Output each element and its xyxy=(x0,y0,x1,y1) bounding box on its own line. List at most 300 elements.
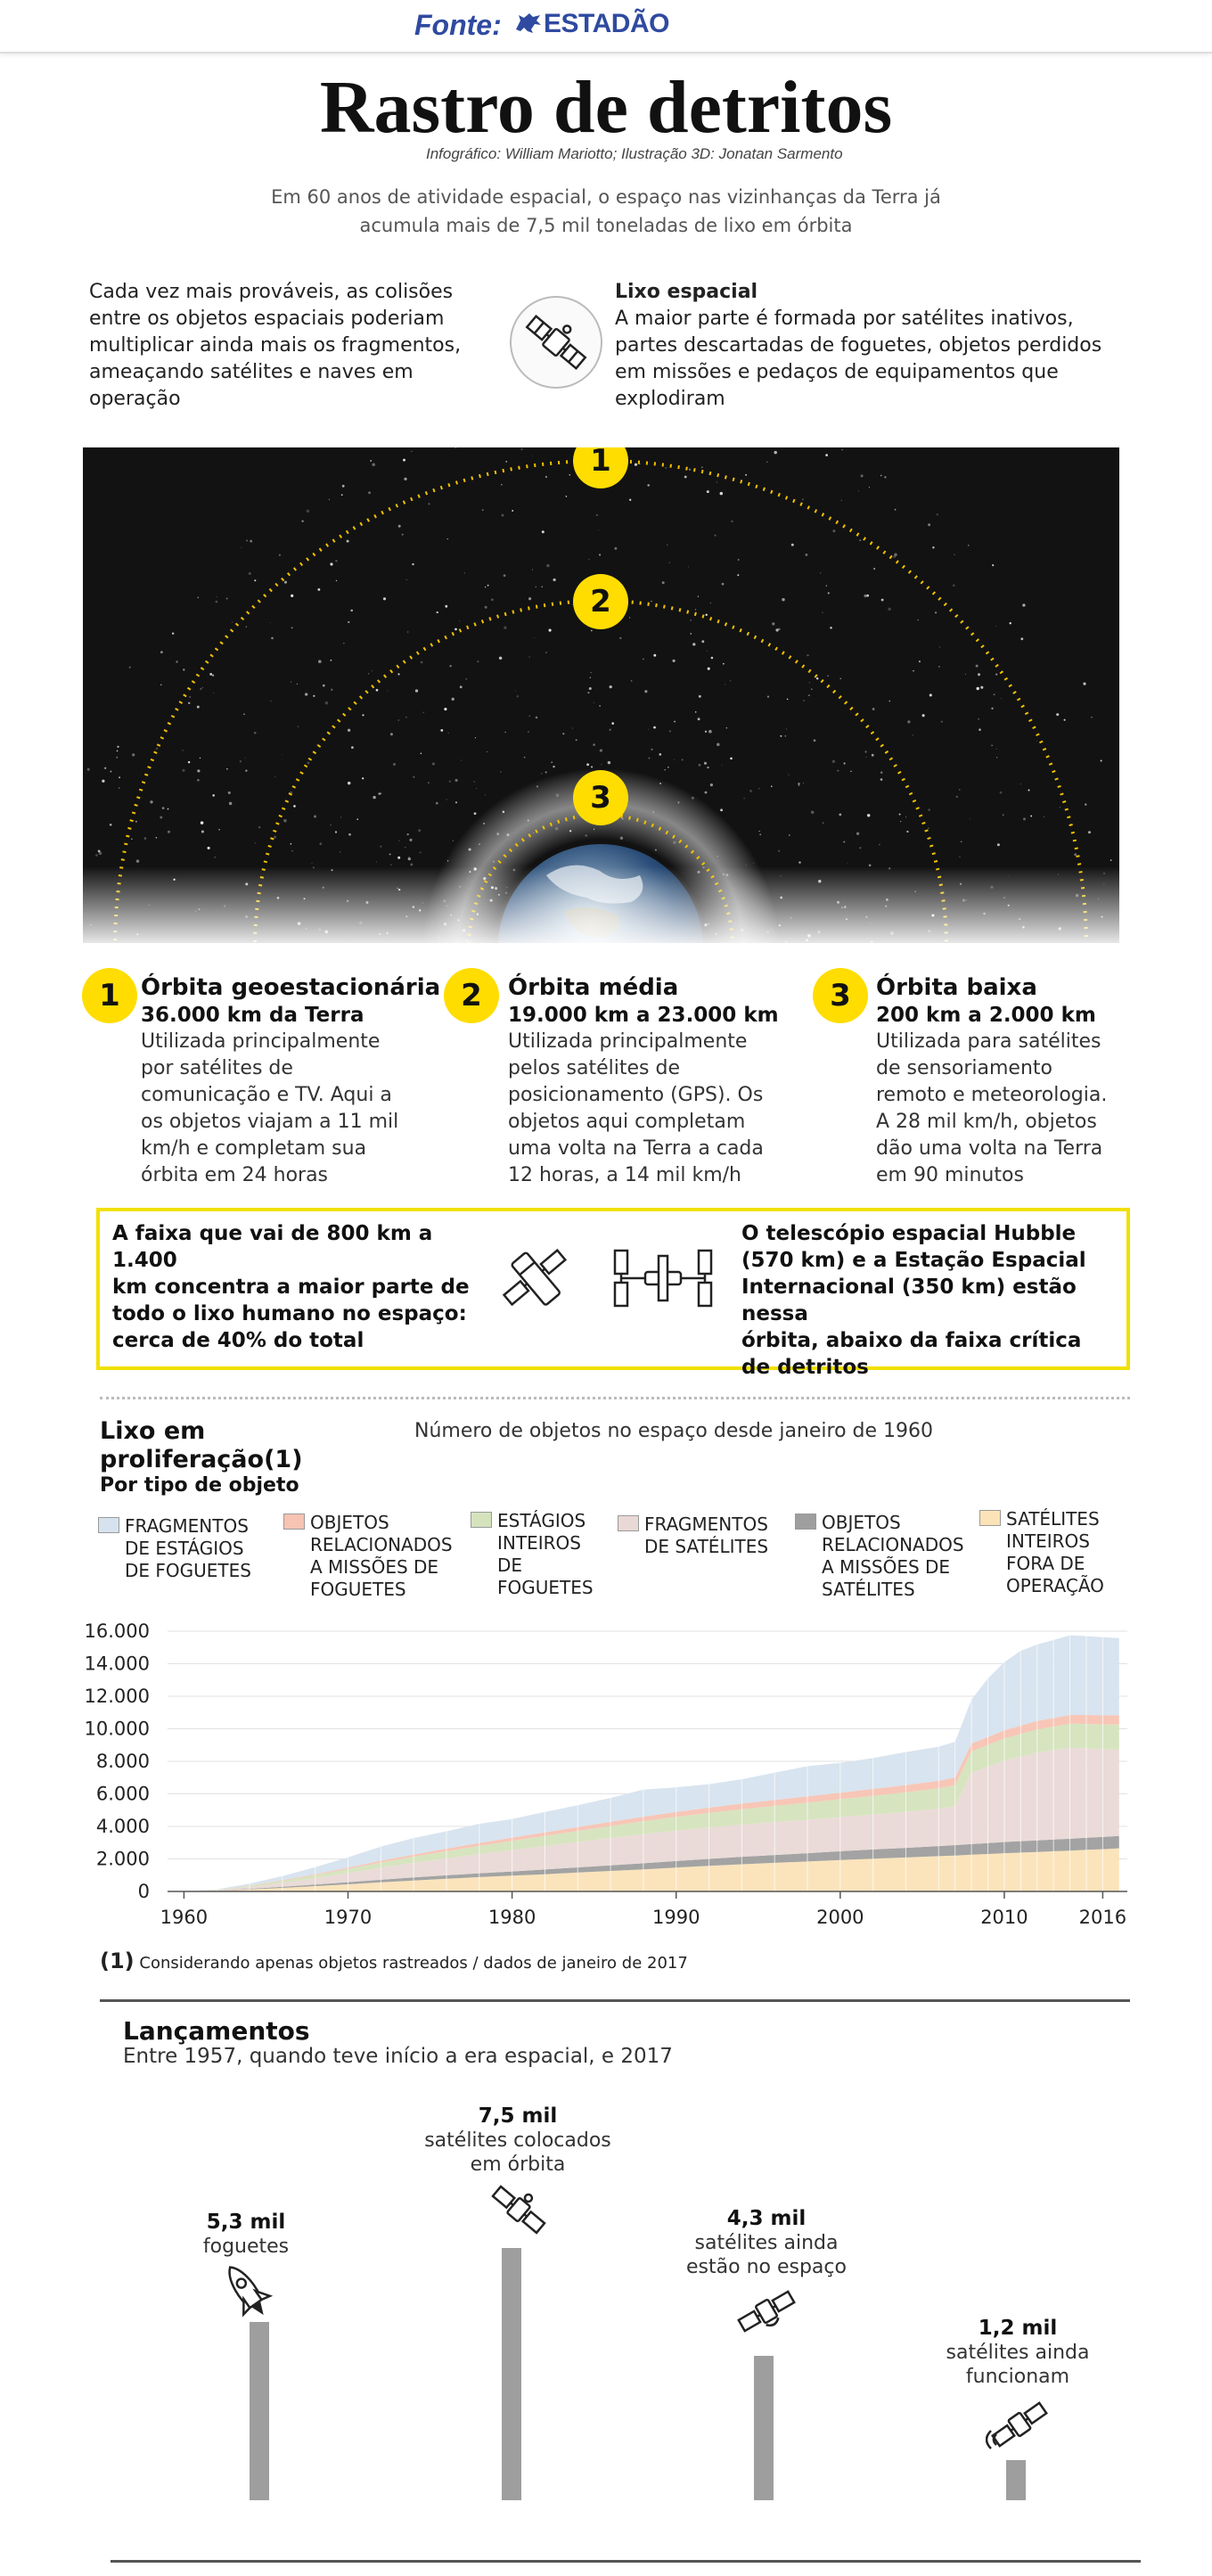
debris-dot xyxy=(1101,760,1102,762)
debris-dot xyxy=(201,830,204,833)
debris-dot xyxy=(648,758,650,759)
debris-dot xyxy=(397,857,400,859)
debris-dot xyxy=(197,769,200,772)
debris-dot xyxy=(778,628,781,631)
legend-label: FRAGMENTOS xyxy=(644,1514,768,1535)
debris-dot xyxy=(864,751,866,752)
debris-dot xyxy=(772,622,774,625)
debris-dot xyxy=(270,622,271,623)
section-divider xyxy=(100,1999,1130,2002)
debris-dot xyxy=(316,744,317,745)
debris-dot xyxy=(749,790,752,792)
debris-dot xyxy=(659,753,661,756)
debris-dot xyxy=(879,844,880,846)
chart-subtitle: Por tipo de objeto xyxy=(100,1474,299,1497)
debris-dot xyxy=(335,831,337,833)
orbit-2-badge: 2 xyxy=(573,574,628,629)
debris-dot xyxy=(669,730,671,732)
debris-dot xyxy=(455,801,457,803)
debris-dot xyxy=(168,831,170,833)
debris-dot xyxy=(452,698,454,701)
legend-label: DE SATÉLITES xyxy=(644,1536,769,1557)
debris-dot xyxy=(722,583,725,586)
debris-dot xyxy=(1030,816,1032,817)
orbit-1-info xyxy=(141,973,471,1189)
x-tick-label: 1970 xyxy=(323,1907,373,1928)
debris-dot xyxy=(922,714,925,717)
debris-dot xyxy=(528,597,531,600)
debris-dot xyxy=(301,521,303,522)
satellite-icon xyxy=(733,2280,800,2342)
debris-dot xyxy=(422,711,424,713)
legend-label: OBJETOS xyxy=(822,1512,901,1533)
space-station-icon xyxy=(610,1238,717,1318)
debris-dot xyxy=(826,585,827,586)
debris-dot xyxy=(485,606,487,609)
source-label: Fonte: xyxy=(414,9,502,41)
debris-dot xyxy=(215,857,217,858)
debris-dot xyxy=(254,732,257,734)
debris-dot xyxy=(390,733,393,735)
launch-caption: satélites ainda xyxy=(946,2342,1090,2364)
launch-label-rockets xyxy=(157,2211,335,2259)
debris-dot xyxy=(405,717,407,718)
debris-dot xyxy=(546,564,549,567)
debris-dot xyxy=(131,839,132,840)
debris-dot xyxy=(284,581,287,584)
orbit-3-marker: 3 xyxy=(813,968,868,1023)
x-tick-label: 1980 xyxy=(487,1907,536,1928)
legend-label: FOGUETES xyxy=(310,1579,406,1600)
debris-dot xyxy=(599,705,601,707)
debris-dot xyxy=(500,771,501,772)
intro-right-block xyxy=(615,279,1123,413)
debris-dot xyxy=(919,660,921,662)
debris-dot xyxy=(549,629,552,632)
debris-dot xyxy=(811,811,814,814)
debris-dot xyxy=(827,676,828,677)
debris-dot xyxy=(976,665,979,668)
y-tick-label: 8.000 xyxy=(95,1751,150,1772)
chart-description: Número de objetos no espaço desde janeiro de 1960 xyxy=(414,1420,934,1442)
debris-dot xyxy=(1083,683,1085,685)
orbit-3-range: 200 km a 2.000 km xyxy=(876,1004,1096,1027)
debris-dot xyxy=(705,731,707,733)
debris-dot xyxy=(432,763,435,766)
debris-dot xyxy=(291,595,293,597)
debris-dot xyxy=(778,850,780,852)
debris-dot xyxy=(504,627,506,629)
debris-dot xyxy=(189,696,191,698)
legend-label: ESTÁGIOS xyxy=(497,1510,586,1531)
debris-dot xyxy=(307,761,310,764)
debris-dot xyxy=(787,699,789,701)
hubble-iss-line: Internacional (350 km) estão nessa xyxy=(741,1276,1077,1325)
debris-dot xyxy=(95,854,98,857)
debris-dot xyxy=(566,496,568,497)
stacked-area-chart xyxy=(80,1613,1141,1934)
legend-label: RELACIONADOS xyxy=(310,1534,453,1555)
legend-label: DE ESTÁGIOS xyxy=(125,1538,244,1559)
debris-dot xyxy=(418,829,421,832)
debris-dot xyxy=(314,815,316,817)
debris-dot xyxy=(474,812,477,815)
orbit-1-line: os objetos viajam a 11 mil xyxy=(141,1111,399,1133)
debris-dot xyxy=(672,660,675,662)
debris-dot xyxy=(843,841,845,843)
debris-dot xyxy=(362,777,364,779)
launch-label-satellites-in-space xyxy=(664,2207,869,2279)
legend-label: SATÉLITES xyxy=(1006,1508,1100,1530)
debris-dot xyxy=(994,693,995,695)
debris-dot xyxy=(229,802,233,806)
debris-dot xyxy=(201,821,204,824)
orbit-2-marker: 2 xyxy=(444,968,499,1023)
debris-dot xyxy=(629,499,631,501)
debris-dot xyxy=(232,621,233,622)
debris-dot xyxy=(864,595,866,597)
launch-bar-satellites-in-space xyxy=(754,2356,774,2500)
debris-dot xyxy=(893,555,896,558)
orbit-3-description xyxy=(876,1029,1143,1189)
debris-dot xyxy=(588,559,589,560)
debris-dot xyxy=(905,816,906,817)
debris-dot xyxy=(504,574,506,577)
debris-dot xyxy=(888,608,891,611)
debris-dot xyxy=(674,759,675,760)
debris-dot xyxy=(872,708,875,710)
critical-zone-box xyxy=(96,1208,1130,1379)
debris-dot xyxy=(708,668,710,670)
launch-caption: satélites ainda xyxy=(694,2232,839,2254)
debris-dot xyxy=(695,609,696,610)
debris-dot xyxy=(689,469,691,471)
debris-dot xyxy=(183,669,184,670)
debris-dot xyxy=(1022,603,1025,606)
debris-dot xyxy=(991,745,992,746)
debris-dot xyxy=(202,687,203,688)
debris-dot xyxy=(705,792,708,794)
debris-dot xyxy=(814,739,816,742)
legend-label: RELACIONADOS xyxy=(822,1534,964,1555)
launch-value: 4,3 mil xyxy=(726,2207,807,2230)
debris-dot xyxy=(87,768,90,771)
legend-label: SATÉLITES xyxy=(822,1579,915,1600)
subtitle: Em 60 anos de atividade espacial, o espaço nas vizinhanças da Terra já acumula mais de 7,5 mil toneladas de lixo em órbita xyxy=(271,186,941,236)
debris-dot xyxy=(631,680,633,682)
debris-dot xyxy=(774,451,776,454)
debris-dot xyxy=(635,464,637,466)
debris-dot xyxy=(188,702,190,704)
debris-dot xyxy=(460,685,463,688)
x-tick-label: 1960 xyxy=(160,1907,209,1928)
debris-dot xyxy=(529,656,530,657)
debris-dot xyxy=(150,800,152,803)
debris-dot xyxy=(1088,831,1091,833)
debris-dot xyxy=(271,637,274,640)
debris-dot xyxy=(859,539,861,541)
debris-dot xyxy=(398,525,401,528)
debris-dot xyxy=(691,619,692,620)
legend-label: INTEIROS xyxy=(497,1532,581,1554)
debris-dot xyxy=(459,620,460,621)
debris-dot xyxy=(528,715,530,717)
debris-dot xyxy=(1028,790,1030,792)
debris-dot xyxy=(368,673,370,675)
debris-dot xyxy=(291,850,292,851)
debris-dot xyxy=(415,689,418,692)
debris-dot xyxy=(928,827,929,829)
debris-dot xyxy=(455,779,458,782)
debris-dot xyxy=(279,554,281,556)
debris-dot xyxy=(305,693,307,695)
debris-dot xyxy=(839,814,841,816)
debris-dot xyxy=(839,678,840,679)
debris-dot xyxy=(551,761,553,763)
debris-dot xyxy=(992,564,994,566)
debris-dot xyxy=(347,540,349,543)
debris-dot xyxy=(929,693,932,696)
debris-dot xyxy=(1064,719,1066,721)
debris-dot xyxy=(701,640,704,643)
critical-zone-line: A faixa que vai de 800 km a 1.400 xyxy=(112,1222,433,1272)
debris-dot xyxy=(298,726,299,727)
legend-label: A MISSÕES DE xyxy=(822,1556,951,1578)
debris-dot xyxy=(844,762,846,764)
debris-dot xyxy=(720,492,724,496)
debris-dot xyxy=(132,753,135,756)
debris-dot xyxy=(428,503,430,505)
debris-dot xyxy=(880,771,883,774)
debris-dot xyxy=(117,751,119,752)
debris-dot xyxy=(589,687,592,690)
debris-dot xyxy=(408,857,411,860)
orbit-2-line: posicionamento (GPS). Os xyxy=(508,1084,764,1106)
orbit-2-info xyxy=(508,973,838,1189)
debris-dot xyxy=(596,514,598,516)
debris-dot xyxy=(707,651,708,652)
debris-dot xyxy=(954,554,955,555)
debris-dot xyxy=(591,672,592,673)
debris-dot xyxy=(691,633,692,635)
debris-dot xyxy=(245,758,246,759)
debris-dot xyxy=(611,722,614,725)
debris-dot xyxy=(398,719,399,720)
debris-dot xyxy=(362,714,364,716)
debris-dot xyxy=(389,853,391,855)
critical-zone-line: todo o lixo humano no espaço: xyxy=(112,1302,467,1325)
debris-dot xyxy=(135,821,137,823)
debris-dot xyxy=(562,733,564,734)
debris-dot xyxy=(828,592,830,594)
debris-dot xyxy=(782,598,784,601)
debris-dot xyxy=(477,660,479,662)
debris-dot xyxy=(209,673,212,676)
debris-dot xyxy=(274,836,276,839)
debris-dot xyxy=(1001,698,1002,699)
debris-dot xyxy=(313,695,315,697)
debris-dot xyxy=(341,494,343,496)
debris-dot xyxy=(859,847,861,849)
debris-dot xyxy=(444,708,446,710)
debris-dot xyxy=(937,513,938,515)
footnote-marker: (1) xyxy=(100,1948,135,1973)
debris-dot xyxy=(534,637,535,638)
debris-dot xyxy=(939,646,941,648)
intro-left-text: Cada vez mais prováveis, as colisões entre os objetos espaciais poderiam multiplicar ainda mais os fragmentos, ameaçando satélites e naves em operação xyxy=(89,281,462,410)
debris-dot xyxy=(197,779,200,782)
debris-dot xyxy=(791,544,794,546)
debris-dot xyxy=(504,732,505,733)
debris-dot xyxy=(372,670,373,671)
debris-dot xyxy=(841,500,842,501)
debris-dot xyxy=(674,721,676,723)
debris-dot xyxy=(445,605,447,608)
debris-dot xyxy=(188,761,190,763)
debris-dot xyxy=(808,694,810,696)
debris-dot xyxy=(841,449,842,450)
chart-title-line: Lixo em xyxy=(100,1417,206,1445)
debris-dot xyxy=(216,601,218,603)
debris-dot xyxy=(708,730,712,734)
debris-dot xyxy=(935,611,937,613)
debris-dot xyxy=(110,771,111,773)
debris-dot xyxy=(714,535,716,537)
y-tick-label: 14.000 xyxy=(84,1653,150,1675)
debris-dot xyxy=(644,690,647,693)
debris-dot xyxy=(331,660,332,661)
debris-dot xyxy=(682,759,684,760)
launch-value: 1,2 mil xyxy=(978,2317,1058,2340)
estadao-logo[interactable] xyxy=(513,9,669,39)
orbit-1-badge: 1 xyxy=(573,447,628,488)
debris-dot xyxy=(953,584,955,587)
debris-dot xyxy=(766,462,767,463)
debris-dot xyxy=(545,771,547,773)
debris-dot xyxy=(928,523,930,526)
debris-dot xyxy=(297,684,298,685)
debris-dot xyxy=(512,510,513,512)
debris-dot xyxy=(609,729,610,731)
legend-swatch xyxy=(979,1510,1001,1526)
debris-dot xyxy=(485,794,486,795)
debris-dot xyxy=(881,599,884,602)
debris-dot xyxy=(695,711,696,712)
debris-dot xyxy=(1023,817,1026,820)
debris-dot xyxy=(669,562,670,563)
debris-dot xyxy=(330,562,332,565)
debris-dot xyxy=(505,461,507,463)
debris-dot xyxy=(241,547,242,548)
launch-caption: estão no espaço xyxy=(686,2256,847,2278)
debris-dot xyxy=(340,816,341,817)
debris-dot xyxy=(348,833,351,836)
debris-dot xyxy=(162,807,165,809)
orbit-3-badge: 3 xyxy=(573,770,628,825)
satellite-icon xyxy=(485,2178,553,2241)
debris-dot xyxy=(351,746,354,749)
debris-dot xyxy=(850,771,851,772)
debris-dot xyxy=(116,757,118,759)
debris-dot xyxy=(455,447,456,448)
debris-dot xyxy=(995,674,997,676)
bottom-fade xyxy=(83,866,1119,943)
chart-title xyxy=(100,1417,303,1474)
orbit-1-line: Utilizada principalmente xyxy=(141,1030,381,1053)
debris-dot xyxy=(406,579,407,580)
debris-dot xyxy=(867,814,870,816)
debris-dot xyxy=(704,762,707,765)
debris-dot xyxy=(758,788,759,789)
debris-dot xyxy=(959,789,960,790)
orbit-2-line: uma volta na Terra a cada xyxy=(508,1137,764,1160)
debris-dot xyxy=(249,572,251,575)
debris-dot xyxy=(350,610,353,612)
debris-dot xyxy=(182,750,184,751)
debris-dot xyxy=(979,728,981,731)
y-tick-label: 2.000 xyxy=(95,1848,150,1870)
debris-dot xyxy=(376,861,377,862)
debris-dot xyxy=(474,781,475,782)
debris-dot xyxy=(653,726,656,729)
debris-dot xyxy=(711,657,714,660)
debris-dot xyxy=(786,728,787,729)
debris-dot xyxy=(873,568,875,570)
y-tick-label: 12.000 xyxy=(84,1686,150,1707)
debris-dot xyxy=(437,611,438,613)
debris-dot xyxy=(499,657,502,660)
orbit-3-line: dão uma volta na Terra xyxy=(876,1137,1103,1160)
debris-dot xyxy=(200,688,201,690)
legend-swatch xyxy=(471,1512,492,1528)
debris-dot xyxy=(692,643,695,645)
debris-dot xyxy=(160,651,163,653)
debris-dot xyxy=(880,475,882,477)
debris-dot xyxy=(869,487,870,488)
launch-value: 7,5 mil xyxy=(478,2104,558,2128)
launches-title: Lançamentos xyxy=(123,2016,310,2046)
debris-dot xyxy=(501,484,502,485)
y-tick-label: 4.000 xyxy=(95,1816,150,1837)
rocket-icon xyxy=(210,2259,282,2321)
y-tick-label: 16.000 xyxy=(84,1620,150,1642)
debris-dot xyxy=(228,792,231,794)
debris-dot xyxy=(282,754,283,755)
debris-dot xyxy=(319,842,322,845)
debris-dot xyxy=(119,776,120,778)
debris-dot xyxy=(861,474,864,477)
debris-dot xyxy=(823,822,824,824)
debris-dot xyxy=(342,485,345,488)
debris-dot xyxy=(884,476,886,478)
debris-dot xyxy=(1020,637,1023,640)
debris-dot xyxy=(647,484,650,487)
debris-dot xyxy=(436,802,438,805)
debris-dot xyxy=(1036,741,1037,742)
debris-dot xyxy=(449,781,451,783)
debris-dot xyxy=(938,666,939,667)
debris-dot xyxy=(723,663,725,665)
debris-dot xyxy=(662,581,665,584)
debris-dot xyxy=(413,776,414,778)
debris-dot xyxy=(117,746,119,748)
debris-dot xyxy=(699,695,701,698)
orbit-2-line: 12 horas, a 14 mil km/h xyxy=(508,1164,742,1186)
debris-dot xyxy=(745,474,747,476)
debris-dot xyxy=(449,665,451,667)
debris-dot xyxy=(807,654,808,656)
debris-dot xyxy=(599,554,601,555)
